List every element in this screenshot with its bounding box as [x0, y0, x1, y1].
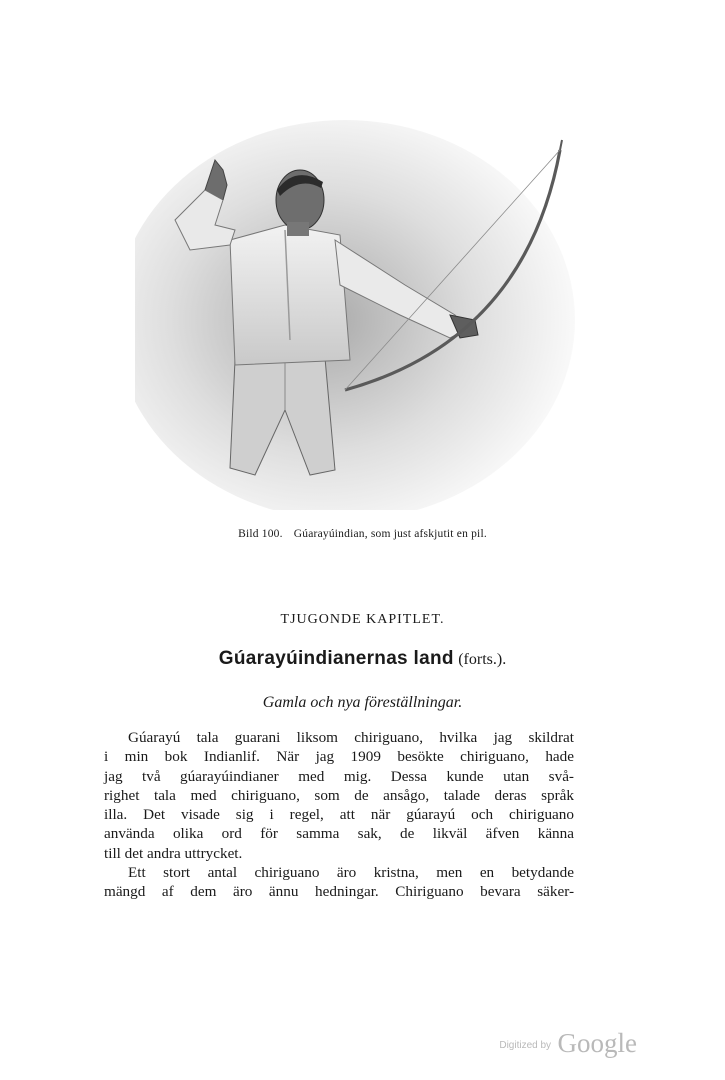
- body-text: [104, 728, 574, 902]
- text-line: till det andra uttrycket.: [104, 844, 243, 862]
- archer-photo: [135, 110, 600, 510]
- text-line: illa. Det visade sig i regel, att när gúarayú och chiriguano: [104, 806, 574, 824]
- digitized-watermark: [499, 1028, 637, 1059]
- chapter-heading: TJUGONDE KAPITLET.: [280, 612, 445, 627]
- watermark-prefix: Digitized by: [499, 1040, 552, 1051]
- figure-caption-text: Gúarayúindian, som just afskjutit en pil.: [293, 528, 487, 540]
- text-line: righet tala med chiriguano, som de ansågo, talade deras språk: [104, 786, 574, 804]
- chapter-title: [0, 648, 725, 670]
- watermark-brand: Google: [557, 1028, 637, 1058]
- paragraph: [104, 863, 574, 902]
- paragraph: [104, 728, 574, 863]
- photo-figure: [135, 110, 600, 510]
- figure-number: Bild 100.: [238, 528, 283, 540]
- text-line: använda olika ord för samma sak, de likväl äfven känna: [104, 825, 574, 843]
- chapter-title-suffix: (forts.).: [458, 651, 507, 668]
- text-line: mängd af dem äro ännu hedningar. Chiriguano bevara säker-: [104, 883, 574, 901]
- figure-caption: [0, 528, 725, 540]
- chapter-title-main: Gúarayúindianernas land: [218, 648, 454, 669]
- text-line: i min bok Indianlif. När jag 1909 besökte chiriguano, hade: [104, 748, 574, 766]
- text-line: Ett stort antal chiriguano äro kristna, men en betydande: [128, 864, 574, 882]
- text-line: Gúarayú tala guarani liksom chiriguano, hvilka jag skildrat: [128, 729, 574, 746]
- chapter-subtitle: Gamla och nya föreställningar.: [262, 694, 463, 711]
- text-line: jag två gúarayúindianer med mig. Dessa kunde utan svå-: [104, 767, 574, 785]
